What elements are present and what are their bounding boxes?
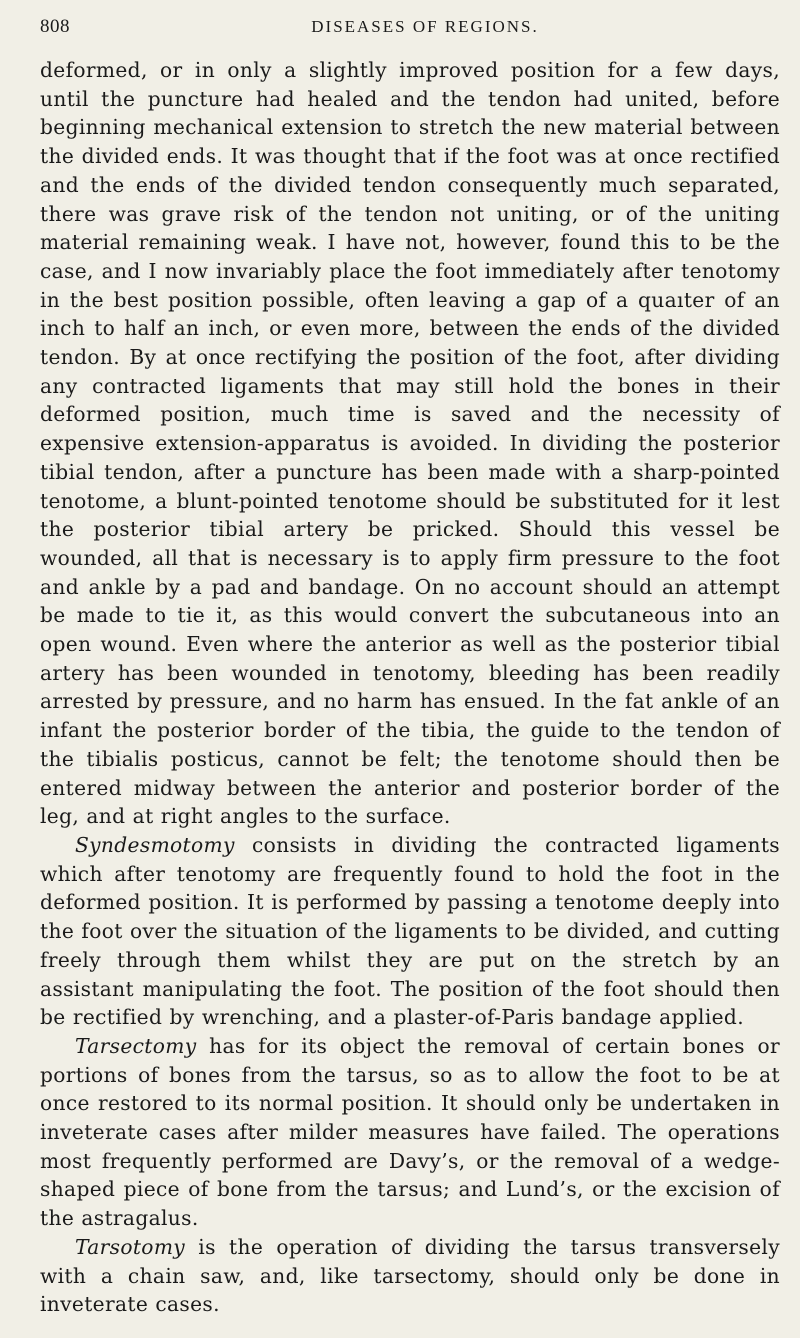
paragraph-text: is the operation of dividing the tarsus transversely with a chain saw, and, like tarsectomy, should only be done in inveterate cases. (40, 1234, 780, 1317)
term-syndesmotomy: Syndesmotomy (75, 832, 235, 857)
paragraph-text: deformed, or in only a slightly improved position for a few days, until the puncture had healed and the tendon had united, before beginning mechanical extension to stretch the new material between the divided ends. It was thought that if the foot was at once rectified and the ends of the divided tendon consequently much separated, there was grave risk of the tendon not uniting, or of the uniting material remaining weak. I have not, however, found this to be the case, and I now invariably place the foot immediately after tenotomy in the best position possible, often leaving a gap of a quaıter of an inch to half an inch, or even more, between the ends of the divided tendon. By at once rectifying the position of the foot, after dividing any contracted ligaments that may still hold the bones in their deformed position, much time is saved and the necessity of expensive extension-apparatus is avoided. In dividing the posterior tibial tendon, after a puncture has been made with a sharp-pointed tenotome, a blunt-pointed tenotome should be substituted for it lest the posterior tibial artery be pricked. Should this vessel be wounded, all that is necessary is to apply firm pressure to the foot and ankle by a pad and bandage. On no account should an attempt be made to tie it, as this would convert the subcutaneous into an open wound. Even where the anterior as well as the posterior tibial artery has been wounded in tenotomy, bleeding has been readily arrested by pressure, and no harm has ensued. In the fat ankle of an infant the posterior border of the tibia, the guide to the tendon of the tibialis posticus, cannot be felt; the tenotome should then be entered midway between the anterior and posterior border of the leg, and at right angles to the surface. (40, 58, 780, 829)
paragraph-text: consists in dividing the contracted ligaments which after tenotomy are frequently found to hold the foot in the deformed position. It is performed by passing a tenotome deeply into the foot over the situation of the ligaments to be divided, and cutting freely through them whilst they are put on the stretch by an assistant manipulating the foot. The position of the foot should then be rectified by wrenching, and a plaster-of-Paris bandage applied. (40, 832, 780, 1030)
page-number: 808 (40, 16, 70, 37)
page-header (40, 14, 780, 44)
body-text (40, 56, 780, 1319)
paragraph-tenotomy-continued (40, 56, 780, 831)
paragraph-tarsotomy (40, 1233, 780, 1319)
paragraph-text: has for its object the removal of certain bones or portions of bones from the tarsus, so as to allow the foot to be at once restored to its normal position. It should only be undertaken in inveterate cases after milder measures have failed. The operations most frequently performed are Davy’s, or the removal of a wedge-shaped piece of bone from the tarsus; and Lund’s, or the excision of the astragalus. (40, 1033, 780, 1231)
term-tarsectomy: Tarsectomy (75, 1033, 197, 1058)
paragraph-syndesmotomy (40, 831, 780, 1032)
paragraph-tarsectomy (40, 1032, 780, 1233)
running-title: DISEASES OF REGIONS. (311, 17, 539, 36)
term-tarsotomy: Tarsotomy (75, 1234, 186, 1259)
